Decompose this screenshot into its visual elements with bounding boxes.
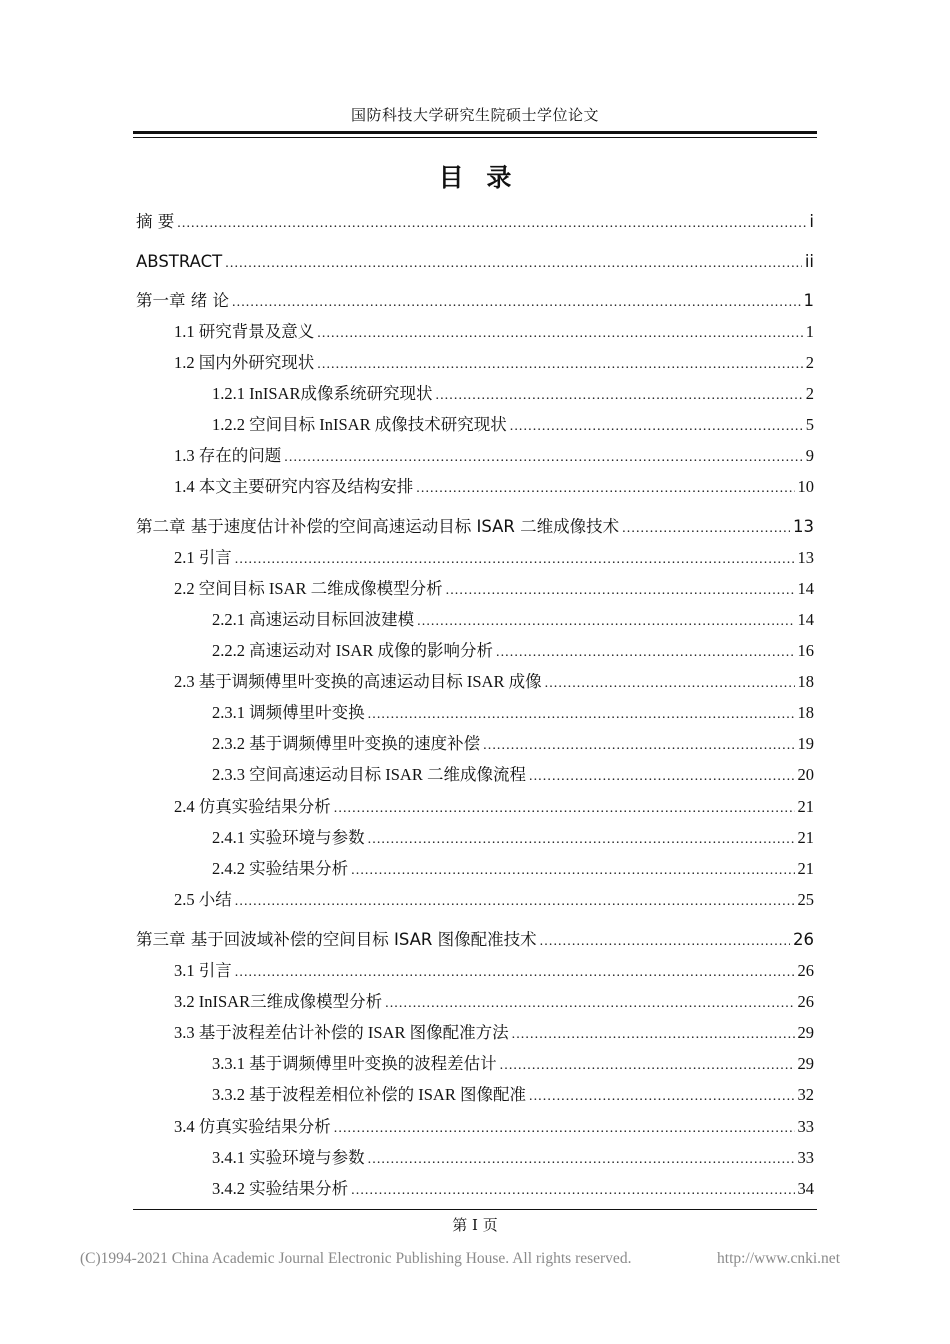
toc-leader-dots <box>483 733 794 759</box>
toc-leader-dots <box>540 929 790 955</box>
footer-rule <box>133 1209 817 1210</box>
toc-leader-dots <box>232 290 801 316</box>
toc-section-entry[interactable] <box>212 731 814 757</box>
toc-leader-dots <box>435 383 802 409</box>
toc-leader-dots <box>334 796 795 822</box>
toc-entry-page: 29 <box>797 1054 814 1073</box>
toc-section-entry[interactable] <box>212 762 814 788</box>
toc-entry-label: 3.4 仿真实验结果分析 <box>174 1117 331 1136</box>
toc-section-entry[interactable] <box>174 443 814 469</box>
toc-section-entry[interactable] <box>212 638 814 664</box>
toc-leader-dots <box>545 671 795 697</box>
toc-leader-dots <box>385 991 794 1017</box>
toc-entry-label: 2.4 仿真实验结果分析 <box>174 797 331 816</box>
toc-leader-dots <box>368 827 795 853</box>
toc-leader-dots <box>235 960 795 986</box>
toc-section-entry[interactable] <box>174 576 814 602</box>
toc-leader-dots <box>317 352 803 378</box>
toc-chapter-entry[interactable] <box>136 209 814 235</box>
toc-leader-dots <box>529 764 795 790</box>
toc-entry-label: 2.2 空间目标 ISAR 二维成像模型分析 <box>174 579 443 598</box>
toc-leader-dots <box>317 321 803 347</box>
toc-entry-page: 1 <box>803 291 814 310</box>
toc-entry-label: 3.1 引言 <box>174 961 232 980</box>
toc-section-entry[interactable] <box>212 825 814 851</box>
toc-entry-label: 第一章 绪 论 <box>136 291 229 310</box>
toc-section-entry[interactable] <box>212 700 814 726</box>
toc-entry-page: 26 <box>793 930 814 949</box>
toc-section-entry[interactable] <box>174 545 814 571</box>
toc-entry-page: 32 <box>797 1085 814 1104</box>
toc-entry-page: 2 <box>805 384 814 403</box>
toc-entry-page: 21 <box>797 828 814 847</box>
toc-entry-label: 1.2.1 InISAR成像系统研究现状 <box>212 384 433 403</box>
toc-leader-dots <box>496 640 795 666</box>
toc-section-entry[interactable] <box>174 319 814 345</box>
toc-leader-dots <box>512 1022 795 1048</box>
toc-entry-label: 2.2.1 高速运动目标回波建模 <box>212 610 415 629</box>
toc-leader-dots <box>235 889 795 915</box>
toc-leader-dots <box>284 445 803 471</box>
running-header: 国防科技大学研究生院硕士学位论文 <box>350 106 599 124</box>
toc-entry-label: 2.1 引言 <box>174 548 232 567</box>
toc-leader-dots <box>416 476 794 502</box>
toc-section-entry[interactable] <box>212 1082 814 1108</box>
toc-entry-label: ABSTRACT <box>136 252 223 271</box>
toc-entry-page: 34 <box>797 1179 814 1198</box>
toc-entry-label: 第二章 基于速度估计补偿的空间高速运动目标 ISAR 二维成像技术 <box>136 517 620 536</box>
toc-leader-dots <box>446 578 795 604</box>
toc-leader-dots <box>510 414 803 440</box>
toc-leader-dots <box>235 547 795 573</box>
page-number: 第 I 页 <box>452 1216 498 1234</box>
toc-entry-page: 16 <box>797 641 814 660</box>
toc-section-entry[interactable] <box>212 412 814 438</box>
toc-entry-page: 21 <box>797 859 814 878</box>
toc-entry-label: 2.4.2 实验结果分析 <box>212 859 349 878</box>
toc-entry-page: 14 <box>797 610 814 629</box>
toc-entry-label: 摘 要 <box>136 212 175 231</box>
toc-section-entry[interactable] <box>174 669 814 695</box>
toc-leader-dots <box>529 1084 795 1110</box>
toc-leader-dots <box>177 211 806 237</box>
toc-leader-dots <box>351 858 794 884</box>
toc-entry-label: 2.3.1 调频傅里叶变换 <box>212 703 365 722</box>
toc-section-entry[interactable] <box>212 381 814 407</box>
toc-entry-page: 14 <box>797 579 814 598</box>
toc-section-entry[interactable] <box>174 958 814 984</box>
toc-section-entry[interactable] <box>174 887 814 913</box>
toc-leader-dots <box>368 702 795 728</box>
cnki-url[interactable]: http://www.cnki.net <box>717 1250 840 1267</box>
toc-section-entry[interactable] <box>174 350 814 376</box>
toc-entry-page: i <box>809 212 814 231</box>
toc-entry-page: 25 <box>797 890 814 909</box>
toc-entry-label: 2.2.2 高速运动对 ISAR 成像的影响分析 <box>212 641 493 660</box>
toc-section-entry[interactable] <box>174 1020 814 1046</box>
toc-entry-page: 29 <box>797 1023 814 1042</box>
toc-entry-label: 2.3.2 基于调频傅里叶变换的速度补偿 <box>212 734 481 753</box>
toc-chapter-entry[interactable] <box>136 288 814 314</box>
toc-section-entry[interactable] <box>174 1114 814 1140</box>
toc-leader-dots <box>225 251 802 277</box>
toc-entry-page: 5 <box>805 415 814 434</box>
toc-title: 目 录 <box>438 163 512 192</box>
toc-leader-dots <box>334 1116 795 1142</box>
toc-entry-page: 33 <box>797 1148 814 1167</box>
toc-entry-page: 9 <box>805 446 814 465</box>
toc-leader-dots <box>417 609 794 635</box>
toc-entry-label: 2.3 基于调频傅里叶变换的高速运动目标 ISAR 成像 <box>174 672 542 691</box>
toc-section-entry[interactable] <box>212 856 814 882</box>
toc-entry-label: 3.2 InISAR三维成像模型分析 <box>174 992 383 1011</box>
toc-entry-label: 3.4.1 实验环境与参数 <box>212 1148 365 1167</box>
toc-leader-dots <box>622 516 790 542</box>
toc-chapter-entry[interactable] <box>136 927 814 953</box>
toc-entry-page: 10 <box>797 477 814 496</box>
toc-entry-page: 26 <box>797 992 814 1011</box>
toc-entry-page: 19 <box>797 734 814 753</box>
toc-entry-label: 1.2.2 空间目标 InISAR 成像技术研究现状 <box>212 415 507 434</box>
toc-entry-label: 3.3.1 基于调频傅里叶变换的波程差估计 <box>212 1054 497 1073</box>
toc-section-entry[interactable] <box>212 1176 814 1202</box>
toc-entry-label: 3.4.2 实验结果分析 <box>212 1179 349 1198</box>
toc-section-entry[interactable] <box>174 989 814 1015</box>
toc-entry-page: 18 <box>797 672 814 691</box>
toc-entry-label: 1.2 国内外研究现状 <box>174 353 315 372</box>
toc-entry-page: 26 <box>797 961 814 980</box>
toc-section-entry[interactable] <box>174 794 814 820</box>
toc-entry-page: 13 <box>793 517 814 536</box>
toc-section-entry[interactable] <box>174 474 814 500</box>
toc-chapter-entry[interactable] <box>136 514 814 540</box>
toc-entry-page: 1 <box>805 322 814 341</box>
toc-section-entry[interactable] <box>212 1051 814 1077</box>
toc-entry-page: 2 <box>805 353 814 372</box>
copyright-text: (C)1994-2021 China Academic Journal Electronic Publishing House. All rights reserved. <box>80 1250 632 1267</box>
toc-leader-dots <box>500 1053 795 1079</box>
toc-entry-label: 1.4 本文主要研究内容及结构安排 <box>174 477 414 496</box>
toc-entry-page: 13 <box>797 548 814 567</box>
copyright-line <box>80 1250 840 1268</box>
toc-entry-label: 3.3.2 基于波程差相位补偿的 ISAR 图像配准 <box>212 1085 526 1104</box>
toc-leader-dots <box>351 1178 794 1204</box>
toc-entry-page: 21 <box>797 797 814 816</box>
toc-leader-dots <box>368 1147 795 1173</box>
toc-entry-page: 20 <box>797 765 814 784</box>
toc-entry-page: ii <box>804 252 814 271</box>
toc-entry-page: 33 <box>797 1117 814 1136</box>
toc-entry-page: 18 <box>797 703 814 722</box>
toc-entry-label: 3.3 基于波程差估计补偿的 ISAR 图像配准方法 <box>174 1023 509 1042</box>
toc-entry-label: 2.5 小结 <box>174 890 232 909</box>
toc-entry-label: 2.4.1 实验环境与参数 <box>212 828 365 847</box>
toc-entry-label: 第三章 基于回波域补偿的空间目标 ISAR 图像配准技术 <box>136 930 537 949</box>
toc-entry-label: 1.3 存在的问题 <box>174 446 282 465</box>
toc-entry-label: 2.3.3 空间高速运动目标 ISAR 二维成像流程 <box>212 765 526 784</box>
toc-section-entry[interactable] <box>212 1145 814 1171</box>
toc-entry-label: 1.1 研究背景及意义 <box>174 322 315 341</box>
toc-chapter-entry[interactable] <box>136 249 814 275</box>
toc-section-entry[interactable] <box>212 607 814 633</box>
